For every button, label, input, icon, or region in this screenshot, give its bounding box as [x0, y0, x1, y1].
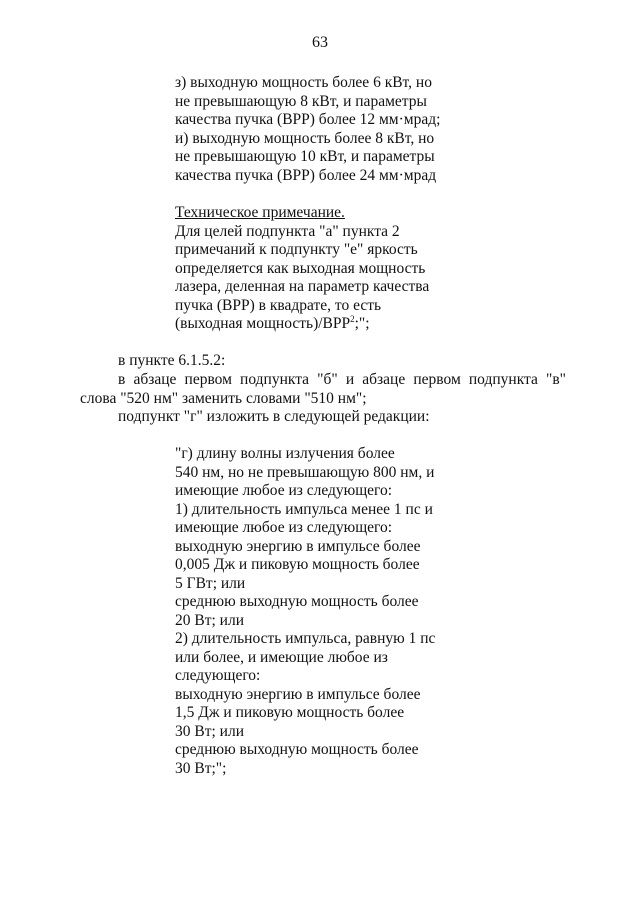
text-line: имеющие любое из следующего: [175, 519, 393, 536]
text-line: примечаний к подпункту "е" яркость [175, 241, 418, 258]
text-line: 0,005 Дж и пиковую мощность более [175, 556, 420, 573]
text-line: выходную энергию в импульсе более [175, 685, 421, 703]
text-line: среднюю выходную мощность более [175, 741, 419, 758]
text-line: качества пучка (BPP) более 24 мм·мрад [175, 166, 437, 184]
text-line: 1,5 Дж и пиковую мощность более [175, 704, 405, 721]
technical-note [175, 204, 429, 334]
text-line: и) выходную мощность более 8 кВт, но [175, 129, 435, 147]
text-line: "г) длину волны излучения более [175, 445, 395, 462]
text-line: 1) длительность импульса менее 1 пс и [175, 500, 433, 518]
text-line-formula [175, 315, 429, 334]
text-line: среднюю выходную мощность более [175, 593, 419, 610]
page-number: 63 [312, 34, 328, 51]
text-line: качества пучка (BPP) более 12 мм·мрад; [175, 111, 441, 128]
text-line: 30 Вт;"; [175, 759, 227, 777]
block-g [175, 445, 435, 778]
paragraph-edit: подпункт "г" изложить в следующей редакции: [118, 408, 430, 425]
text-line: пучка (BPP) в квадрате, то есть [175, 296, 382, 314]
text-line: 2) длительность импульса, равную 1 пс [175, 630, 436, 647]
formula-superscript: 2 [350, 313, 355, 324]
technical-note-title: Техническое примечание. [175, 204, 345, 221]
text-line: з) выходную мощность более 6 кВт, но [175, 74, 432, 91]
text-line: лазера, деленная на параметр качества [175, 278, 430, 295]
text-line: имеющие любое из следующего: [175, 482, 393, 499]
text-line: 30 Вт; или [175, 722, 244, 740]
text-line: в абзаце первом подпункта "б" и абзаце первом подпункта "в" [118, 371, 566, 388]
text-line: 5 ГВт; или [175, 574, 246, 592]
formula-prefix: (выходная мощность)/BPP [175, 315, 351, 332]
formula-suffix: ;"; [354, 315, 370, 332]
text-line: не превышающую 8 кВт, и параметры [175, 92, 427, 110]
text-line: 540 нм, но не превышающую 800 нм, и [175, 463, 435, 481]
text-line: или более, и имеющие любое из [175, 648, 388, 666]
text-line: не превышающую 10 кВт, и параметры [175, 148, 435, 165]
text-line: выходную энергию в импульсе более [175, 537, 421, 555]
text-line: определяется как выходная мощность [175, 259, 426, 277]
paragraph-replace [80, 371, 566, 408]
text-line: Для целей подпункта "а" пункта 2 [175, 222, 400, 240]
text-line: слова "520 нм" заменить словами "510 нм"; [80, 389, 367, 407]
text-line: следующего: [175, 667, 261, 684]
text-line: 20 Вт; или [175, 611, 244, 629]
block-z-i [175, 74, 440, 185]
point-reference: в пункте 6.1.5.2: [118, 352, 226, 369]
